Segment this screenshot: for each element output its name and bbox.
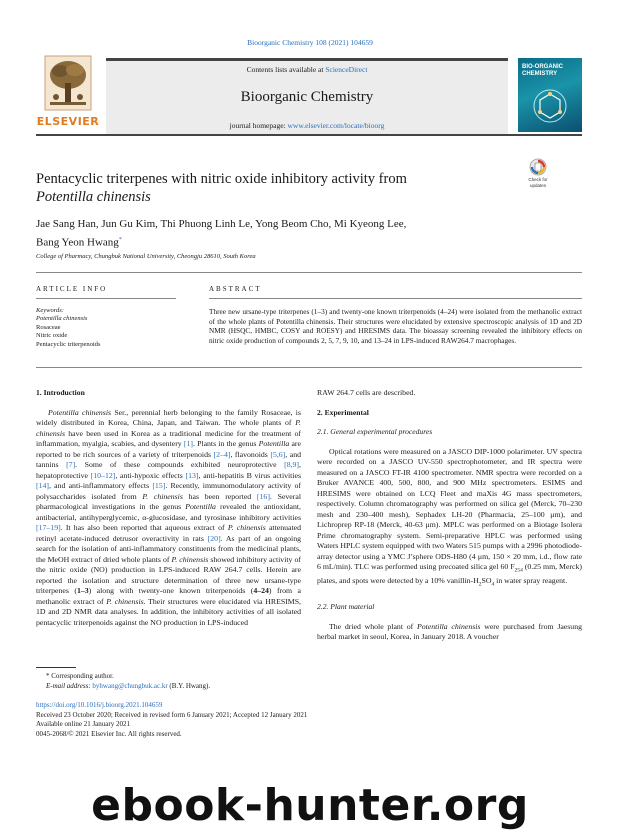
footnote <box>46 672 210 691</box>
journal-citation[interactable]: Bioorganic Chemistry 108 (2021) 104659 <box>247 38 373 47</box>
keyword-item: Potentilla chinensis <box>36 315 88 323</box>
introduction-paragraph: Potentilla chinensis Ser., perennial herb belonging to the family Rosaceae, is widely distributed in Korea, China, Japan, and Taiwan. The whole plants of P. chinensis have been used in Korea as a traditional medicine for the treatment of inflammation, myalgia, scabies, and dysentery [1]. Plants in the genus Potentilla are reported to be rich sources of a variety of triterpenoids [2–4], flavonoids [5,6], and tannins [7]. Some of these compounds exhibited neuroprotective [8,9], hepatoprotective [10–12], anti-hypoxic effects [13], anti-hepatitis B virus activities [14], and anti-inflammatory effects [15]. Recently, immunomodulatory activity of polysaccharides isolated from P. chinensis has been reported [16]. Several pharmacological investigations in the genus Potentilla revealed the antioxidant, antibacterial, antihyperglycemic, α-glucosidase, and tyrosinase inhibitory activities [17–19]. It has also been reported that aqueous extract of P. chinensis attenuated retinyl acetate-induced detrusor overactivity in rats [20]. As part of an ongoing search for the isolation of anti-inflammatory constituents from the medicinal plants, the MeOH extract of dried whole plants of P. chinensis showed inhibitory activity of the nitric oxide (NO) production in LPS-induced RAW 264.7 cells. Herein are reported the isolation and structure determination of three new ursane-type triterpenes (1–3) along with twenty-one known triterpenoids (4–24) from a methanolic extract of P. chinensis. Their structures were elucidated via HRESIMS, 1D and 2D NMR data analyses. In addition, the inhibitory activities of all isolated pentacyclic triterpenoids against the NO production in LPS-induced <box>36 407 302 627</box>
citation-link[interactable]: [13] <box>185 470 199 480</box>
author-email-link[interactable]: byhwang@chungbuk.ac.kr <box>92 681 168 690</box>
watermark: ebook-hunter.org <box>91 780 529 831</box>
general-procedures-heading: 2.1. General experimental procedures <box>317 427 433 436</box>
body-left-column <box>36 388 301 628</box>
homepage-prefix: journal homepage: <box>229 121 288 130</box>
available-online: Available online 21 January 2021 <box>36 720 130 728</box>
journal-cover[interactable] <box>518 58 582 132</box>
sciencedirect-link[interactable]: ScienceDirect <box>325 65 368 74</box>
introduction-heading: 1. Introduction <box>36 388 85 397</box>
article-title-line-2: Potentilla chinensis <box>36 189 151 205</box>
header-rule <box>36 134 582 136</box>
check-for-updates-icon <box>529 158 547 176</box>
publisher-name: ELSEVIER <box>36 115 100 128</box>
publication-info <box>36 701 307 739</box>
copyright: 0045-2068/© 2021 Elsevier Inc. All rights reserved. <box>36 729 182 738</box>
citation-link[interactable]: [15] <box>152 481 166 490</box>
citation-link[interactable]: [2–4] <box>213 449 231 459</box>
email-suffix: (B.Y. Hwang). <box>167 681 211 690</box>
article-title <box>36 170 506 206</box>
email-line <box>46 682 210 692</box>
body-right-column <box>317 388 582 643</box>
article-info-rule <box>36 298 176 299</box>
keywords-block <box>36 307 176 349</box>
affiliation: College of Pharmacy, Chungbuk National University, Cheongju 28610, South Korea <box>36 253 256 260</box>
keyword-item: Nitric oxide <box>36 332 68 340</box>
abstract-heading: ABSTRACT <box>209 285 262 293</box>
citation-link[interactable]: [1] <box>183 439 193 448</box>
badge-line-2: updates <box>529 182 546 188</box>
keyword-item: Pentacyclic triterpenoids <box>36 340 101 348</box>
journal-homepage-link[interactable]: www.elsevier.com/locate/bioorg <box>287 121 385 130</box>
authors-line-2 <box>36 232 556 251</box>
corresponding-author-name[interactable]: Bang Yeon Hwang <box>36 236 119 249</box>
cover-title <box>522 64 578 78</box>
citation-link[interactable]: [7] <box>66 460 76 469</box>
journal-masthead <box>106 58 508 135</box>
badge-line-1: Check for <box>528 177 548 182</box>
plant-material-paragraph: The dried whole plant of Potentilla chinensis were purchased from Jaesung herbal market in seoul, Korea, in January 2018. A voucher <box>317 621 582 642</box>
authors-line-1: Jae Sang Han, Jun Gu Kim, Thi Phuong Linh Le, Yong Beom Cho, Mi Kyeong Lee, <box>36 218 407 230</box>
abstract-text: Three new ursane-type triterpenes (1–3) and twenty-one known triterpenoids (4–24) were isolated from the methanolic extract of the whole plants of Potentilla chinensis. Their structures were elucidated by extensive spectroscopic analysis of 1D and 2D NMR (HSQC, HMBC, COSY and ROESY) and HRESIMS data. The bioassay screening revealed the inhibitory effects on nitric oxide production of compounds 2, 5, 7, 9, 10, and 13–24 in LPS-induced RAW264.7 macrophages. <box>209 307 582 345</box>
footnote-rule <box>36 667 76 668</box>
citation-link[interactable]: [16] <box>256 491 270 501</box>
footnote-mark: * <box>46 672 50 680</box>
article-title-line-1: Pentacyclic triterpenes with nitric oxide inhibitory activity from <box>36 171 407 187</box>
citation-link[interactable]: [17–19] <box>36 523 61 532</box>
doi-link[interactable]: https://doi.org/10.1016/j.bioorg.2021.104659 <box>36 701 163 709</box>
received-dates: Received 23 October 2020; Received in revised form 6 January 2021; Accepted 12 January 2021 <box>36 710 308 719</box>
keywords-label: Keywords: <box>36 307 64 314</box>
citation-link[interactable]: [14] <box>36 481 49 490</box>
general-procedures-paragraph: Optical rotations were measured on a JASCO DIP-1000 polarimeter. UV spectra were recorded on a JASCO UV-550 spectrophotometer, and IR spectra were measured on a JASCO FT-IR 4100 spectrometer. NMR spectra were recorded on a Bruker AVANCE 400, 500, 800, and 900 MHz spectrometers. ESIMS and HRESIMS were obtained on LCQ Fleet and maXis 4G mass spectrometers, respectively. Column chromatography was performed on silica gel (Merck, 70–230 mesh and 230–400 mesh), Sephadex LH-20 (Pharmacia, 25–100 μm), and Lichroprep RP-18 (Merck, 40-63 μm). MPLC was performed on a Biotage Isolera Prime chromatography system. Semi-preparative HPLC was performed using Waters HPLC system equipped with two Waters 515 pumps with a 2996 photodiode-array detector using a YMC J’sphere ODS-H80 (4 μm, 150 × 20 mm, i.d., flow rate 6 mL/min). TLC was performed using precoated silica gel 60 $F_{254}$ (0.25 mm, Merck) plates, and spots were detected by a 10% vanillin-$H_2SO_4$ in water spray reagent. <box>317 446 582 588</box>
citation-link[interactable]: [5,6] <box>270 449 286 459</box>
check-for-updates-badge[interactable] <box>521 156 555 192</box>
experimental-heading: 2. Experimental <box>317 407 369 417</box>
citation-link[interactable]: [8,9] <box>284 460 300 469</box>
article-info-heading: ARTICLE INFO <box>36 285 108 293</box>
cover-title-line-1: BIO-ORGANIC <box>522 64 563 70</box>
corresponding-author-mark[interactable]: * <box>118 237 122 243</box>
abstract-bottom-rule <box>36 367 582 368</box>
abstract-rule <box>209 298 582 299</box>
citation-link[interactable]: [10–12] <box>90 470 116 480</box>
homepage-line <box>106 121 508 130</box>
elsevier-logo[interactable] <box>36 55 100 131</box>
check-for-updates-text <box>521 177 555 188</box>
author-list <box>36 216 556 251</box>
plant-material-heading: 2.2. Plant material <box>317 602 375 612</box>
keyword-item: Rosaceae <box>36 323 61 331</box>
cover-title-line-2: CHEMISTRY <box>522 71 558 77</box>
affiliation-rule <box>36 272 582 273</box>
corresponding-note <box>46 672 210 682</box>
corresponding-label: Corresponding author. <box>51 672 114 680</box>
journal-title: Bioorganic Chemistry <box>240 89 374 105</box>
contents-line <box>106 65 508 74</box>
contents-prefix: Contents lists available at <box>246 65 326 74</box>
elsevier-tree-icon <box>44 55 92 111</box>
continuation-text: RAW 264.7 cells are described. <box>317 388 416 397</box>
cover-molecule-icon <box>528 86 572 126</box>
citation-link[interactable]: [20] <box>207 533 221 543</box>
email-label: E-mail address: <box>46 681 93 690</box>
